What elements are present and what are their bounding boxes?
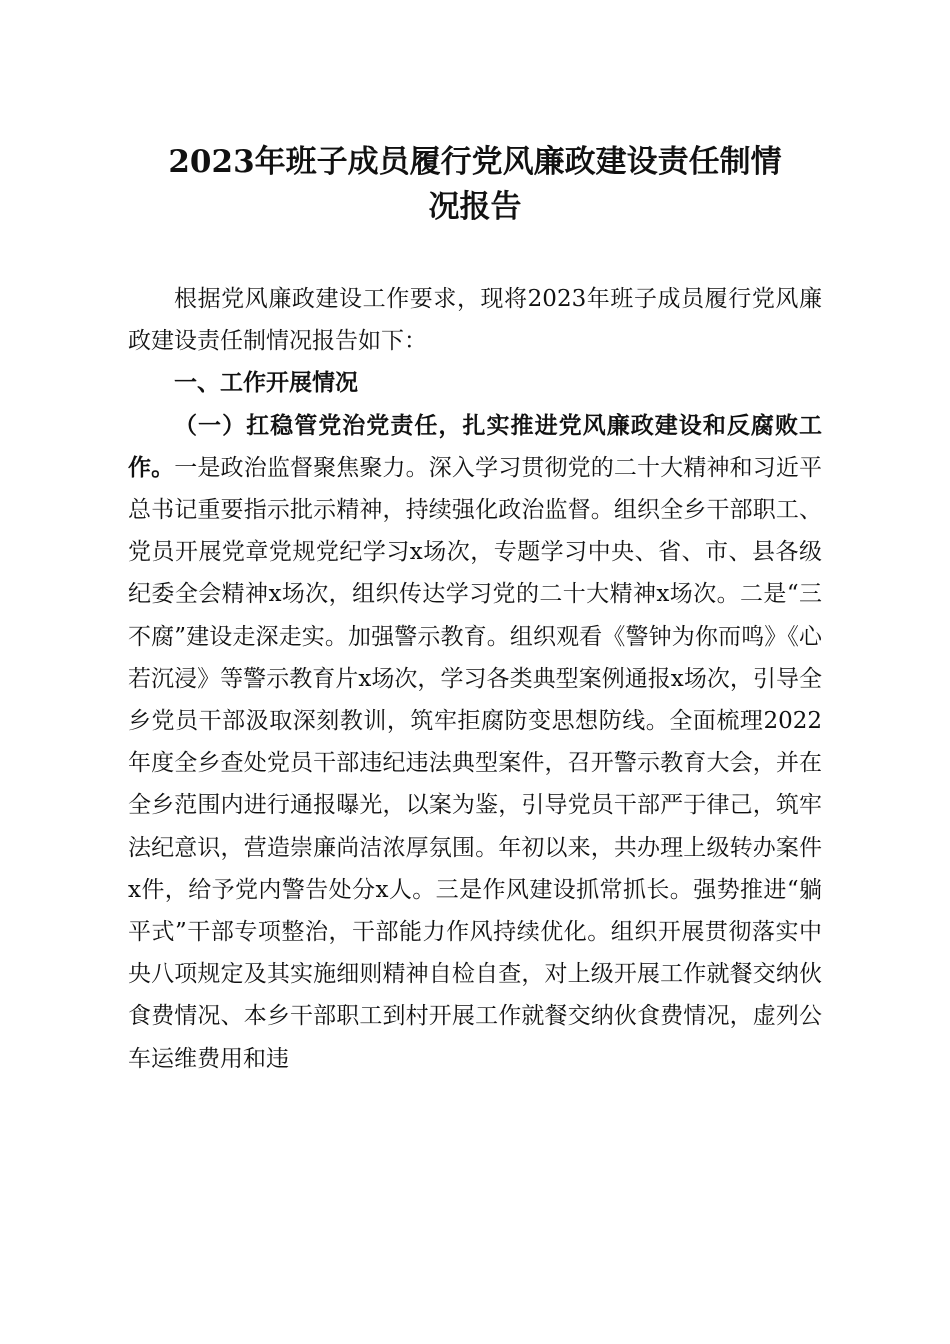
paragraph-1 <box>128 405 822 1080</box>
section-heading-1: 一、工作开展情况 <box>174 370 358 397</box>
document-title <box>128 140 822 230</box>
subheading-1: （一）扛稳管党治党责任，扎实推进党风廉政建设和反腐败工作。 <box>128 411 822 481</box>
paragraph-1-body: 一是政治监督聚焦聚力。深入学习贯彻党的二十大精神和习近平总书记重要指示批示精神，持续强化政治监督。组织全乡干部职工、党员开展党章党规党纪学习x场次，专题学习中央、省、市、县各级纪委全会精神x场次，组织传达学习党的二十大精神x场次。二是“三不腐”建设走深走实。加强警示教育。组织观看《警钟为你而鸣》《心若沉浸》等警示教育片x场次，学习各类典型案例通报x场次，引导全乡党员干部汲取深刻教训，筑牢拒腐防变思想防线。全面梳理2022年度全乡查处党员干部违纪违法典型案件，召开警示教育大会，并在全乡范围内进行通报曝光，以案为鉴，引导党员干部严于律己，筑牢法纪意识，营造崇廉尚洁浓厚氛围。年初以来，共办理上级转办案件x件，给予党内警告处分x人。三是作风建设抓常抓长。强势推进“躺平式”干部专项整治，干部能力作风持续优化。组织开展贯彻落实中央八项规定及其实施细则精神自检自查，对上级开展工作就餐交纳伙食费情况、本乡干部职工到村开展工作就餐交纳伙食费情况，虚列公车运维费用和违 <box>128 454 823 1072</box>
title-line-2: 况报告 <box>428 189 522 225</box>
title-line-1: 2023年班子成员履行党风廉政建设责任制情 <box>168 144 782 180</box>
document-body <box>128 278 822 1080</box>
intro-paragraph: 根据党风廉政建设工作要求，现将2023年班子成员履行党风廉政建设责任制情况报告如下： <box>128 286 822 355</box>
